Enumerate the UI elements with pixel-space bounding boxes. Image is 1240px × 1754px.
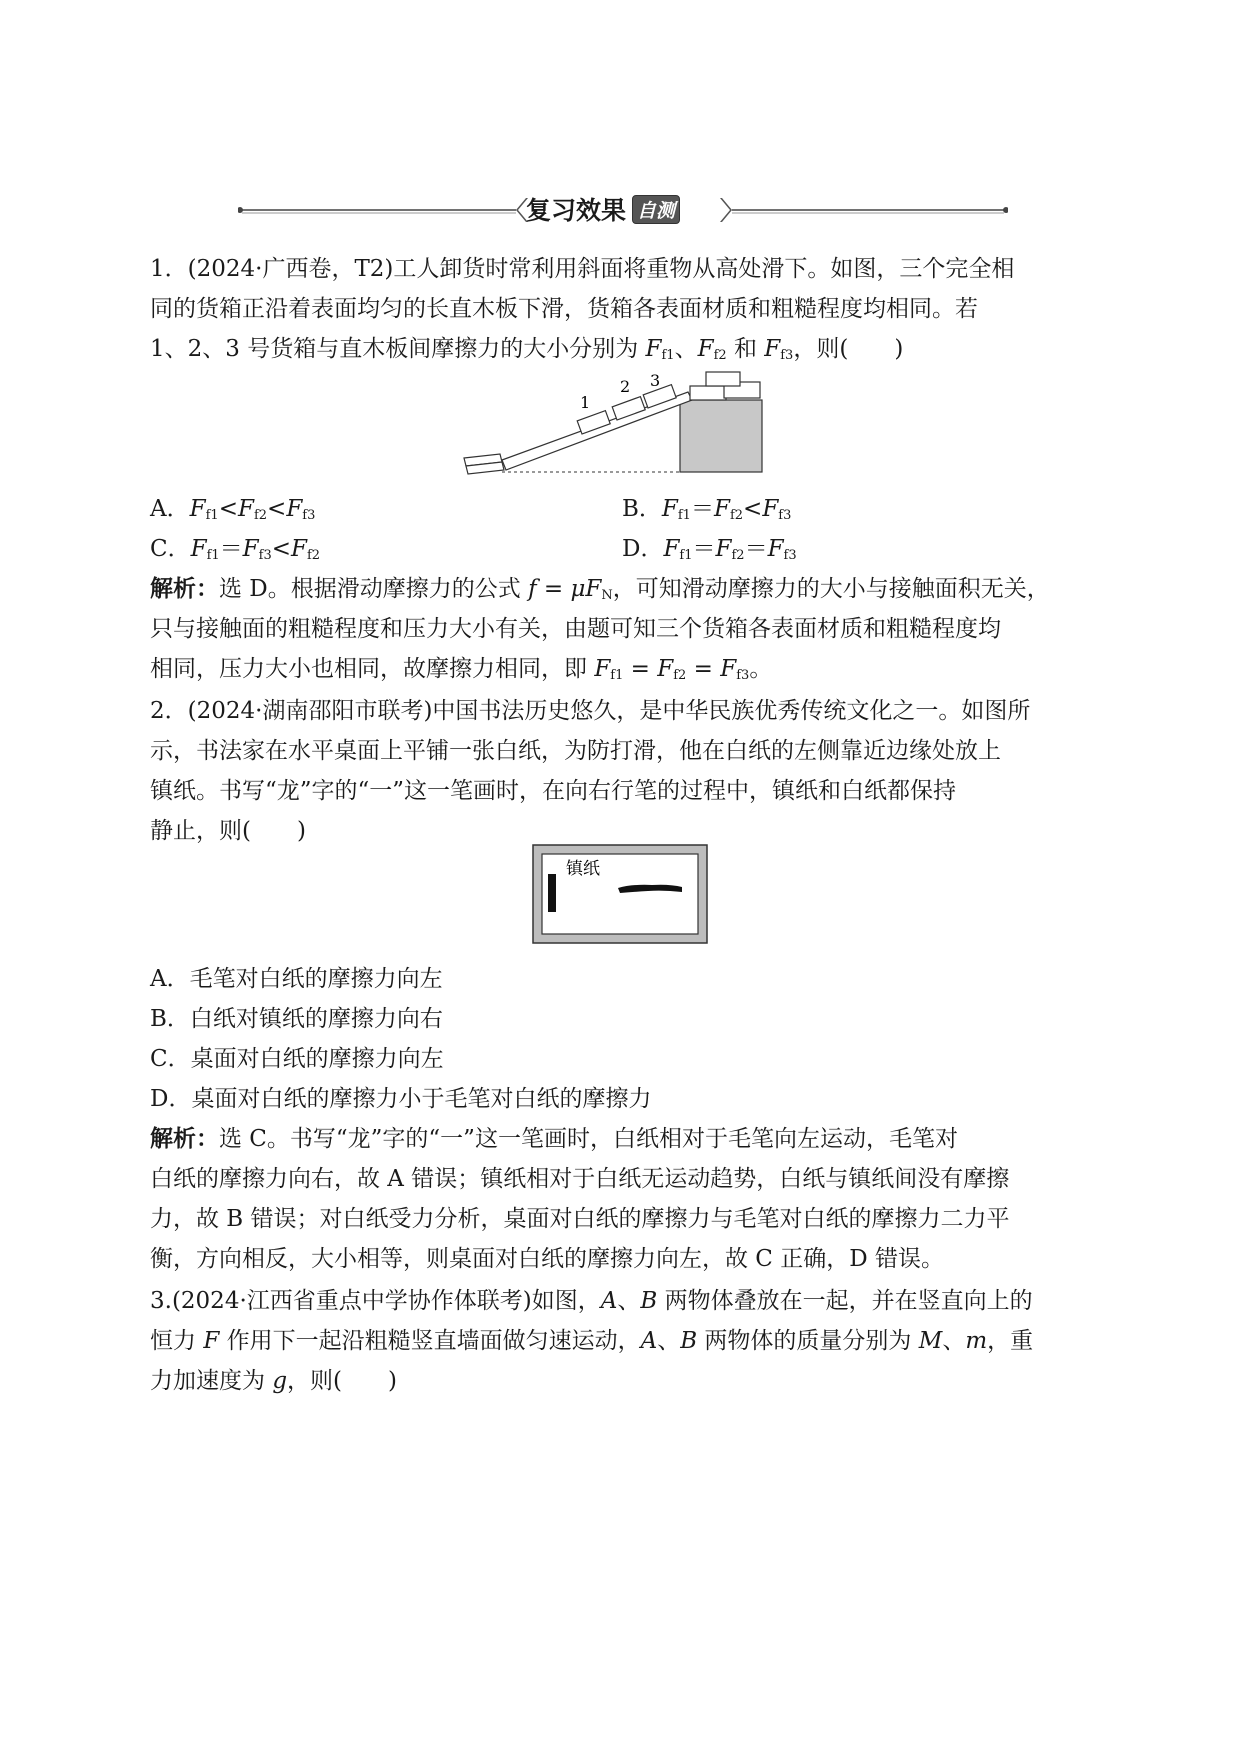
q2-analysis-line-4: 衡，方向相反，大小相等，则桌面对白纸的摩擦力向左，故 C 正确，D 错误。 <box>150 1246 944 1272</box>
q1-option-c: C．$F_{f1}=F_{f3}<F_{f2}$ <box>150 536 321 563</box>
q2-figure-paper <box>532 844 708 944</box>
q2-analysis-label: 解析： <box>150 1125 219 1152</box>
q1-option-a: A．$F_{f1}<F_{f2}<F_{f3}$ <box>150 496 316 523</box>
q2-analysis-text-1: 选 C。书写“龙”字的“一”这一笔画时，白纸相对于毛笔向左运动，毛笔对 <box>219 1126 958 1152</box>
section-banner <box>238 188 1008 232</box>
q2-paperweight-label: 镇纸 <box>566 859 600 879</box>
q2-line-1: 2．(2024·湖南邵阳市联考)中国书法历史悠久，是中华民族优秀传统文化之一。如图所 <box>150 698 1031 724</box>
q1-figure-incline <box>462 366 782 478</box>
q2-analysis-line-3: 力，故 B 错误；对白纸受力分析，桌面对白纸的摩擦力与毛笔对白纸的摩擦力二力平 <box>150 1206 1010 1232</box>
q1-label-1: 1 <box>580 393 591 412</box>
q3-text-3a: 力加速度为 <box>150 1368 273 1394</box>
banner-badge: 自测 <box>632 195 680 224</box>
q2-option-d: D．桌面对白纸的摩擦力小于毛笔对白纸的摩擦力 <box>150 1086 652 1112</box>
q1-analysis-text-3a: 相同，压力大小也相同，故摩擦力相同，即 <box>150 656 595 682</box>
q3-line-1: 3.(2024·江西省重点中学协作体联考)如图，A、B 两物体叠放在一起，并在竖直向上的 <box>150 1288 1033 1314</box>
q1-option-d: D．$F_{f1}=F_{f2}=F_{f3}$ <box>622 536 797 563</box>
banner-title: 复习效果 <box>526 196 627 225</box>
q2-option-a: A．毛笔对白纸的摩擦力向左 <box>150 966 443 992</box>
q3-text-2b: 作用下一起沿粗糙竖直墙面做匀速运动， <box>219 1328 641 1354</box>
q1-analysis-text-1b: ，可知滑动摩擦力的大小与接触面积无关， <box>612 576 1050 602</box>
q1-option-a-letter: A． <box>150 496 190 522</box>
q3-text-2d: ，重 <box>987 1328 1034 1354</box>
q3-line-2: 恒力 F 作用下一起沿粗糙竖直墙面做匀速运动，A、B 两物体的质量分别为 M、m，重 <box>150 1328 1034 1354</box>
q3-line-3: 力加速度为 g，则( ) <box>150 1368 397 1394</box>
q1-option-b-letter: B． <box>622 496 662 522</box>
q3-text-1a: 3.(2024·江西省重点中学协作体联考)如图， <box>150 1288 601 1314</box>
banner-title-wrap <box>526 192 722 226</box>
q2-line-4: 静止，则( ) <box>150 818 306 844</box>
q1-analysis-line-3: 相同，压力大小也相同，故摩擦力相同，即 $F_{f1} = F_{f2} = F_{f3}$。 <box>150 656 773 683</box>
q1-line-1: 1．(2024·广西卷，T2)工人卸货时常利用斜面将重物从高处滑下。如图，三个完全相 <box>150 256 1015 282</box>
q1-analysis-line-1: 解析：选 D。根据滑动摩擦力的公式 $f = \mu F_N$，可知滑动摩擦力的大小与接触面积无关， <box>150 575 1050 603</box>
q2-line-2: 示，书法家在水平桌面上平铺一张白纸，为防打滑，他在白纸的左侧靠近边缘处放上 <box>150 738 1001 764</box>
q1-option-c-letter: C． <box>150 536 191 562</box>
q2-analysis-line-2: 白纸的摩擦力向右，故 A 错误；镇纸相对于白纸无运动趋势，白纸与镇纸间没有摩擦 <box>150 1166 1010 1192</box>
q2-analysis-line-1 <box>150 1120 958 1153</box>
q1-line-3-prefix: 1、2、3 号货箱与直木板间摩擦力的大小分别为 <box>150 336 646 362</box>
q3-text-3b: ，则( ) <box>287 1368 397 1394</box>
q3-text-2a: 恒力 <box>150 1328 204 1354</box>
q1-label-2: 2 <box>620 377 631 396</box>
q1-option-d-letter: D． <box>622 536 664 562</box>
q2-option-c: C．桌面对白纸的摩擦力向左 <box>150 1046 444 1072</box>
q1-line-3-suffix: ，则( ) <box>793 336 904 362</box>
q3-text-2c: 两物体的质量分别为 <box>697 1328 919 1354</box>
q1-analysis-text-1a: 选 D。根据滑动摩擦力的公式 <box>219 576 529 602</box>
q1-analysis-label: 解析： <box>150 575 219 602</box>
q1-option-b: B．$F_{f1}=F_{f2}<F_{f3}$ <box>622 496 792 523</box>
q1-line-3: 1、2、3 号货箱与直木板间摩擦力的大小分别为 $F_{f1}$、$F_{f2}$ 和 $F_{f3}$，则( ) <box>150 336 904 363</box>
q1-line-2: 同的货箱正沿着表面均匀的长直木板下滑，货箱各表面材质和粗糙程度均相同。若 <box>150 296 978 322</box>
q1-label-3: 3 <box>650 371 661 390</box>
q2-option-b: B．白纸对镇纸的摩擦力向右 <box>150 1006 443 1032</box>
q1-analysis-line-2: 只与接触面的粗糙程度和压力大小有关，由题可知三个货箱各表面材质和粗糙程度均 <box>150 616 1001 642</box>
q2-line-3: 镇纸。书写“龙”字的“一”这一笔画时，在向右行笔的过程中，镇纸和白纸都保持 <box>150 778 957 804</box>
q3-text-1b: 两物体叠放在一起，并在竖直向上的 <box>657 1288 1033 1314</box>
